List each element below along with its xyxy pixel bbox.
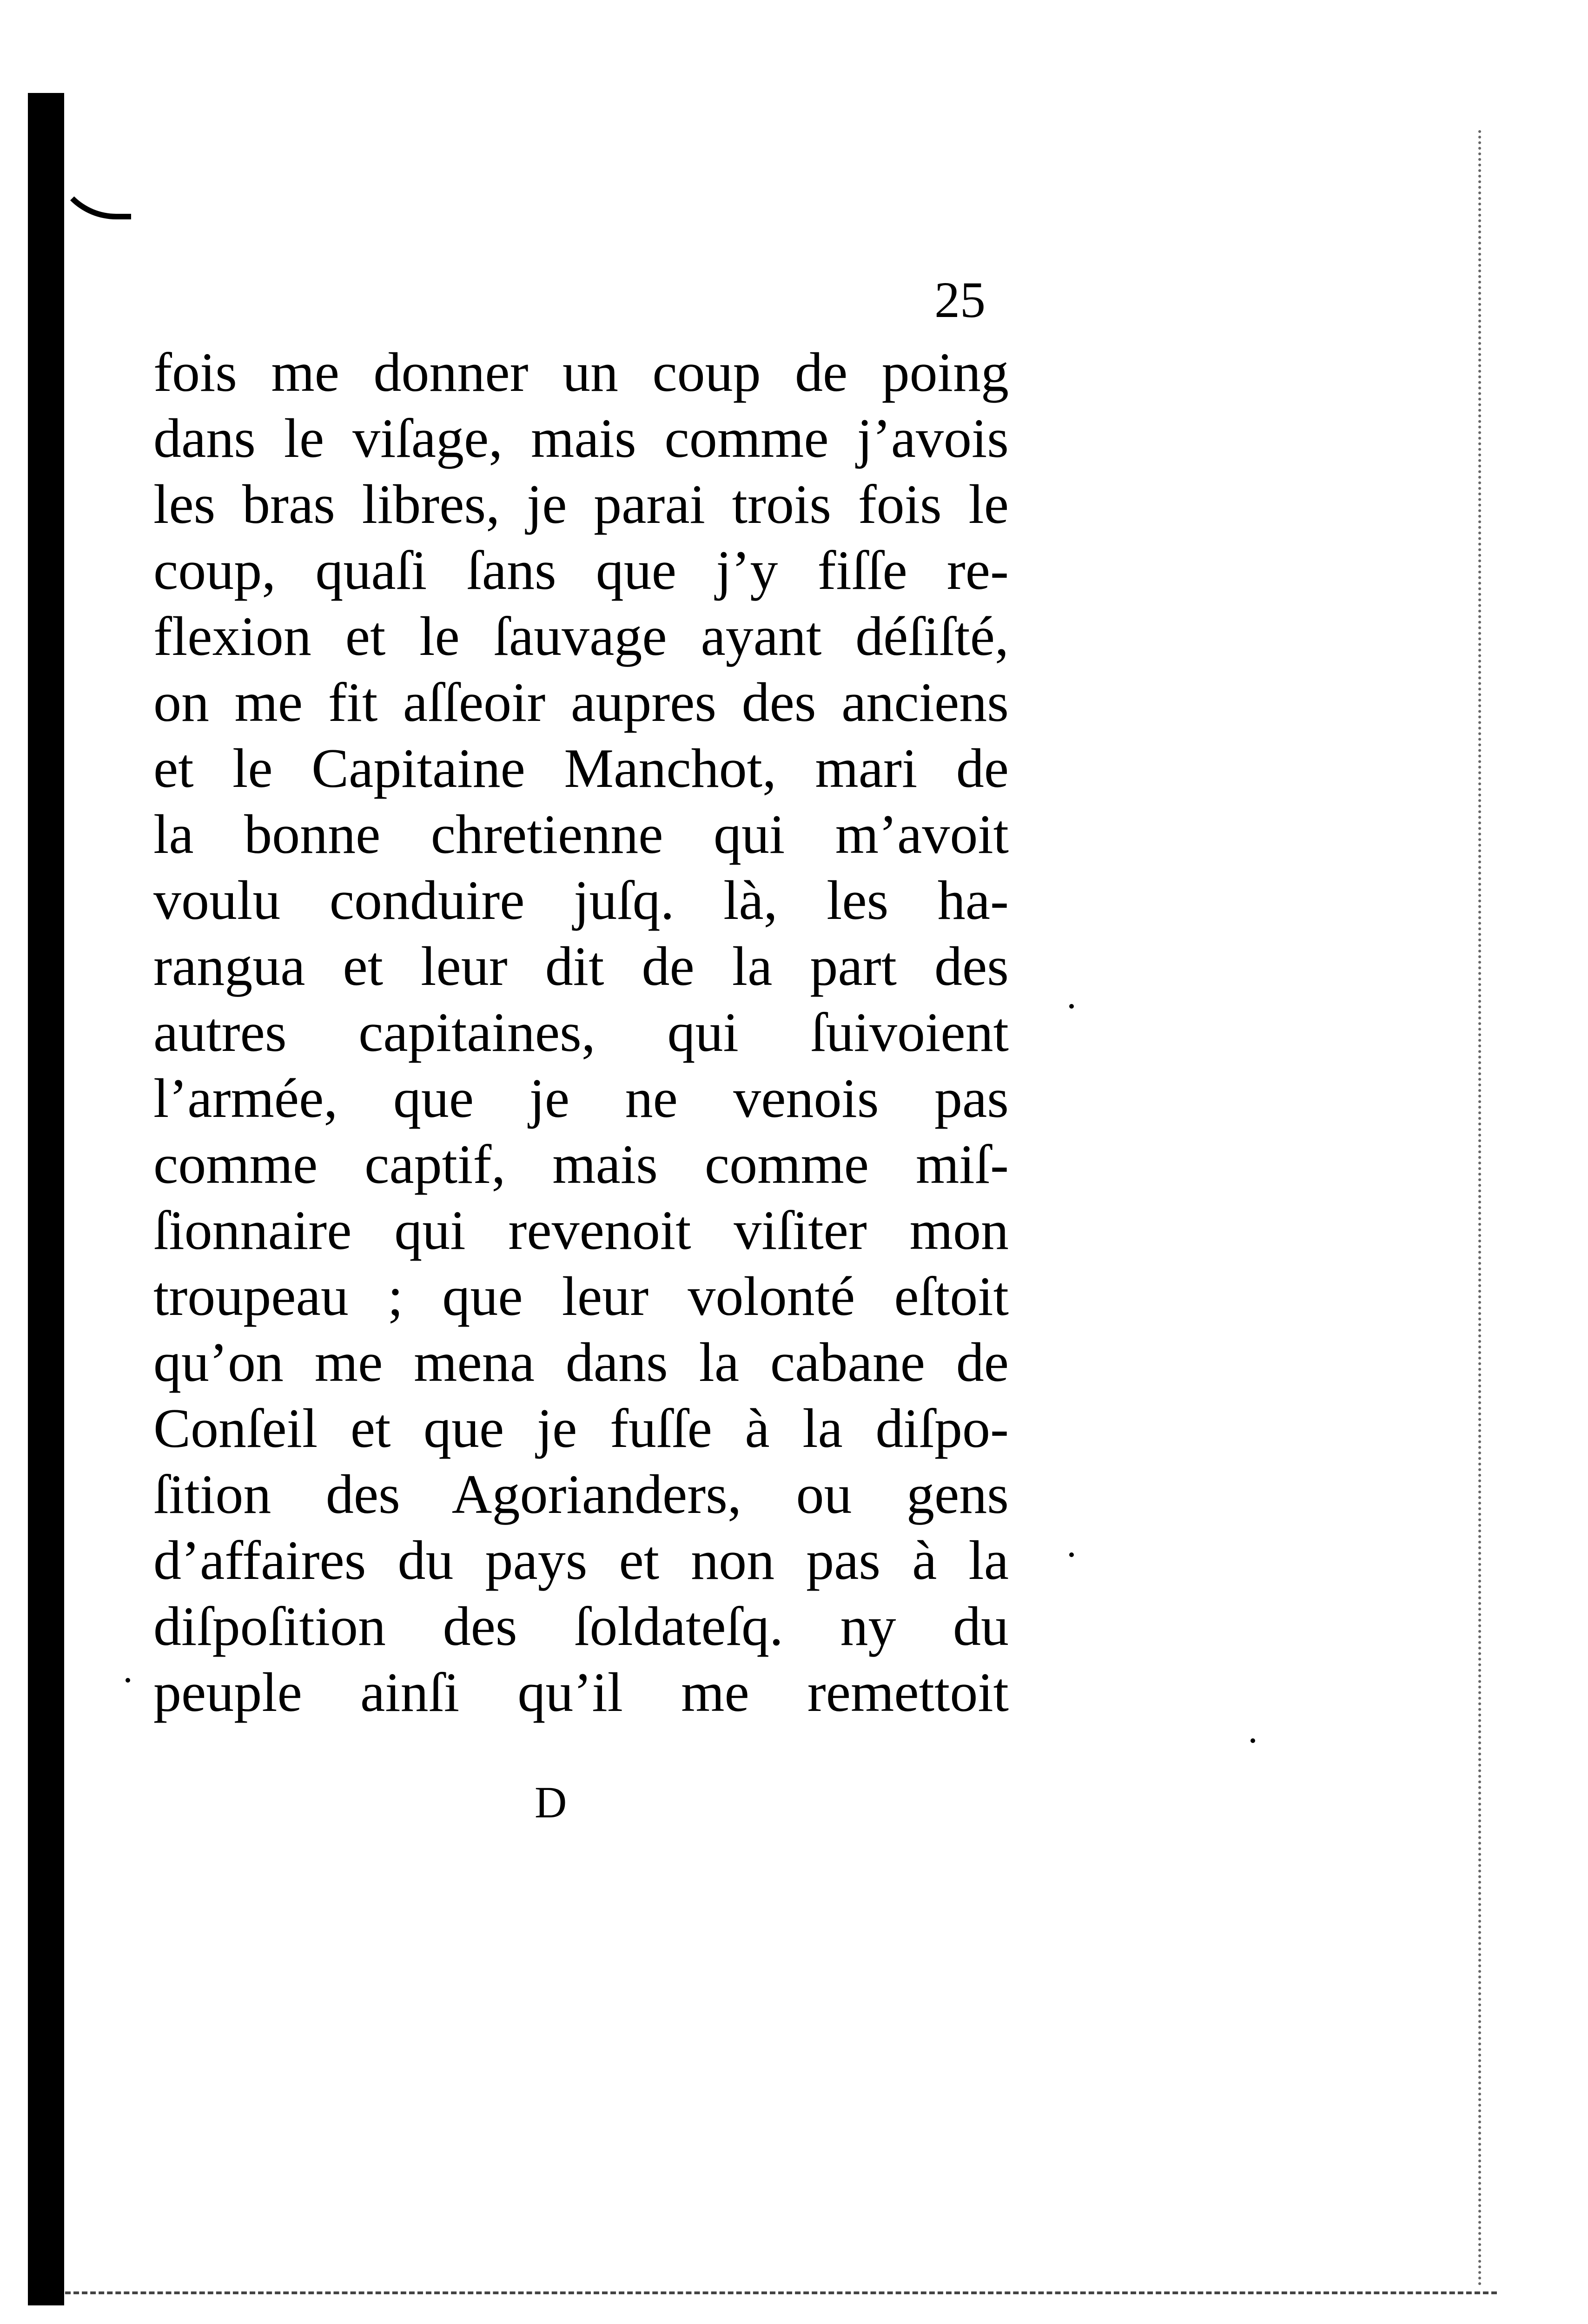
text-line: coup, quaſi ſans que j’y fiſſe re- bbox=[153, 539, 1009, 601]
page-right-edge bbox=[1478, 130, 1484, 2287]
signature-mark: D bbox=[535, 1777, 567, 1827]
text-line: Conſeil et que je fuſſe à la diſpo- bbox=[153, 1397, 1009, 1459]
text-line: ſition des Agorianders, ou gens bbox=[153, 1463, 1009, 1525]
page-number: 25 bbox=[934, 271, 986, 328]
text-line: on me fit aſſeoir aupres des anciens bbox=[153, 671, 1009, 733]
binding-gutter-shadow bbox=[28, 93, 64, 2305]
text-line: fois me donner un coup de poing bbox=[153, 341, 1009, 403]
text-line: dans le viſage, mais comme j’avois bbox=[153, 407, 1009, 469]
text-line: voulu conduire juſq. là, les ha- bbox=[153, 869, 1009, 931]
text-line: qu’on me mena dans la cabane de bbox=[153, 1331, 1009, 1393]
ink-speck bbox=[1069, 1552, 1074, 1557]
ink-speck bbox=[1251, 1738, 1255, 1743]
text-line: l’armée, que je ne venois pas bbox=[153, 1067, 1009, 1129]
text-line: troupeau ; que leur volonté eſtoit bbox=[153, 1265, 1009, 1327]
ink-speck bbox=[1069, 1004, 1074, 1009]
text-line: ſionnaire qui revenoit viſiter mon bbox=[153, 1199, 1009, 1261]
body-text bbox=[153, 339, 1009, 1725]
text-line: flexion et le ſauvage ayant déſiſté, bbox=[153, 605, 1009, 667]
text-line: les bras libres, je parai trois fois le bbox=[153, 473, 1009, 535]
page-bottom-edge bbox=[65, 2291, 1497, 2299]
text-line: diſpoſition des ſoldateſq. ny du bbox=[153, 1595, 1009, 1657]
text-line: autres capitaines, qui ſuivoient bbox=[153, 1001, 1009, 1063]
ink-speck bbox=[126, 1678, 130, 1683]
text-line: d’affaires du pays et non pas à la bbox=[153, 1529, 1009, 1591]
text-line: peuple ainſi qu’il me remettoit bbox=[153, 1661, 1009, 1723]
text-line: la bonne chretienne qui m’avoit bbox=[153, 803, 1009, 865]
text-line: comme captif, mais comme miſ- bbox=[153, 1133, 1009, 1195]
text-line: et le Capitaine Manchot, mari de bbox=[153, 737, 1009, 799]
text-line: rangua et leur dit de la part des bbox=[153, 935, 1009, 997]
